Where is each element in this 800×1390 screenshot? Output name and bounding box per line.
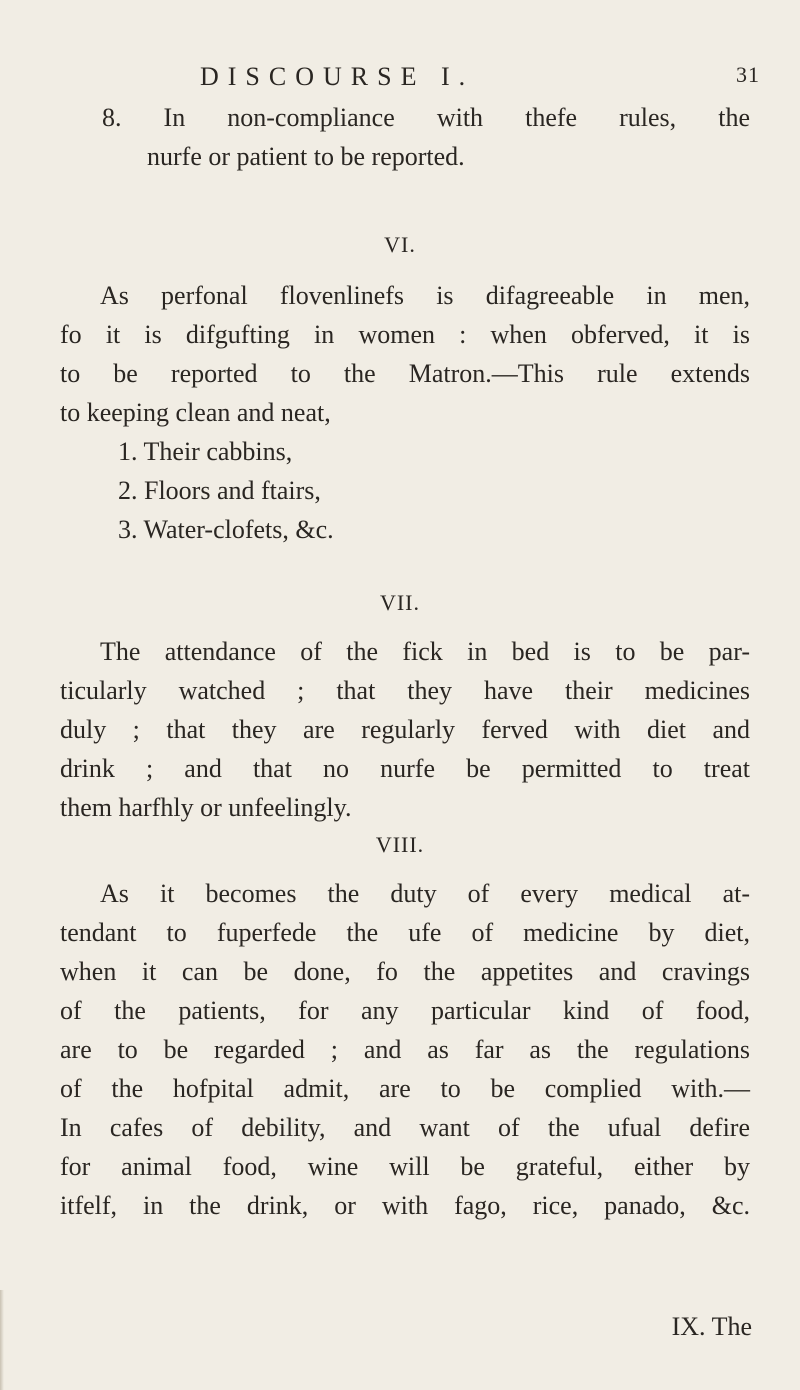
text-line: nurfe or patient to be reported. (147, 142, 465, 171)
text-line: drink ; and that no nurfe be permitted to treat (60, 754, 750, 783)
text-line: tendant to fuperfede the ufe of medicine by diet, (60, 918, 750, 947)
catchword: IX. The (671, 1312, 752, 1341)
page-edge-shadow (0, 1290, 4, 1390)
section-6-paragraph (60, 276, 750, 432)
section-heading-6: VI. (384, 232, 416, 257)
text-line: of the patients, for any particular kind of food, (60, 996, 750, 1025)
text-line: 8. In non-compliance with thefe rules, the (102, 103, 750, 132)
list-item: 2. Floors and ftairs, (118, 476, 321, 505)
text-line: for animal food, wine will be grateful, either by (60, 1152, 750, 1181)
text-line: when it can be done, fo the appetites and cravings (60, 957, 750, 986)
section-7-paragraph (60, 632, 750, 827)
text-line: As it becomes the duty of every medical at- (100, 879, 750, 908)
text-line: In cafes of debility, and want of the ufual defire (60, 1113, 750, 1142)
list-item: 3. Water-clofets, &c. (118, 515, 334, 544)
text-line: to keeping clean and neat, (60, 398, 331, 427)
text-line: them harfhly or unfeelingly. (60, 793, 352, 822)
text-line: As perfonal flovenlinefs is difagreeable in men, (100, 281, 750, 310)
text-line: itfelf, in the drink, or with fago, rice, panado, &c. (60, 1191, 750, 1220)
text-line: ticularly watched ; that they have their medicines (60, 676, 750, 705)
page-number: 31 (736, 62, 760, 87)
section-8-paragraph (60, 874, 750, 1225)
text-line: to be reported to the Matron.—This rule extends (60, 359, 750, 388)
text-line: fo it is difgufting in women : when obferved, it is (60, 320, 750, 349)
text-line: are to be regarded ; and as far as the regulations (60, 1035, 750, 1064)
running-head-title: DISCOURSE I. (200, 62, 475, 91)
text-line: The attendance of the fick in bed is to be par- (100, 637, 750, 666)
text-line: of the hofpital admit, are to be complied with.— (60, 1074, 750, 1103)
running-head (200, 62, 760, 92)
section-heading-8: VIII. (375, 832, 425, 857)
text-line: duly ; that they are regularly ferved with diet and (60, 715, 750, 744)
list-item: 1. Their cabbins, (118, 437, 293, 466)
item-8-paragraph (60, 98, 750, 176)
section-heading-7: VII. (379, 590, 421, 615)
